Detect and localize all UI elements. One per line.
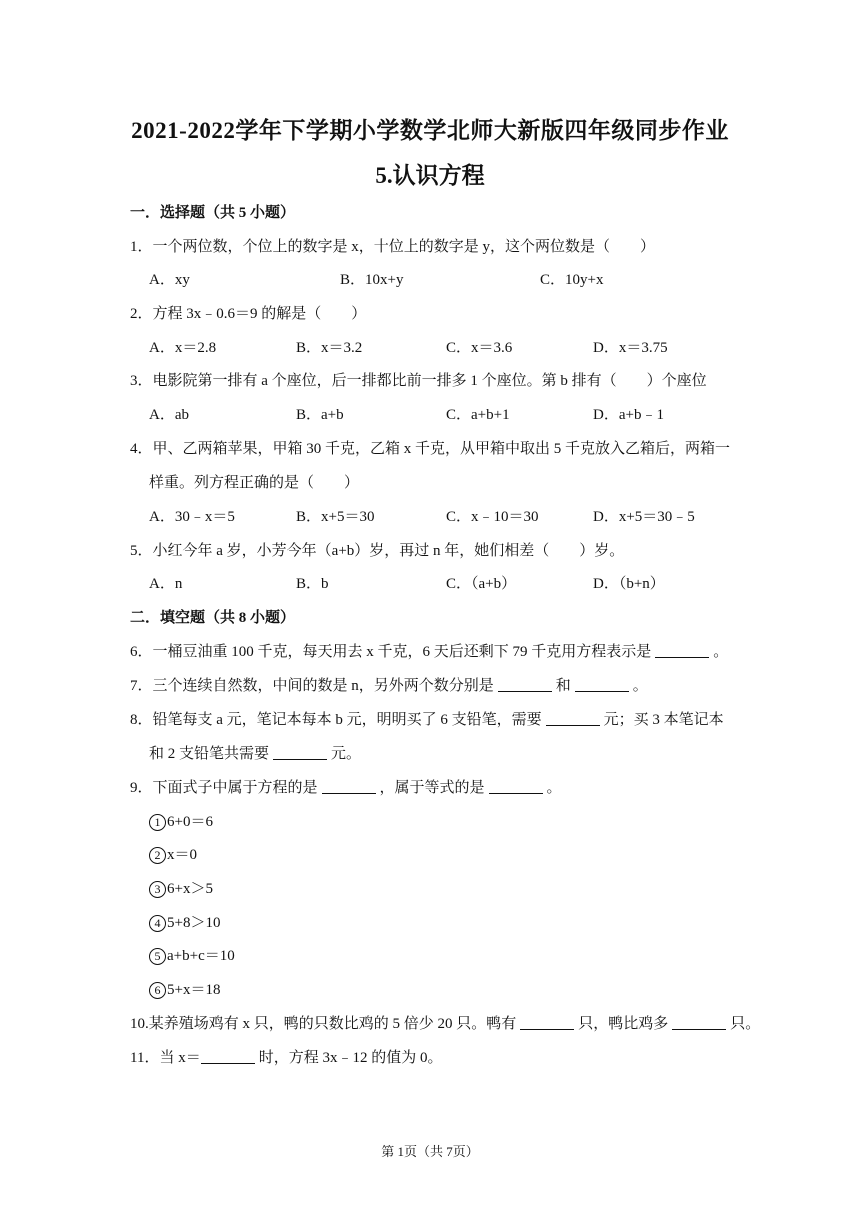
q8-text: 8．铅笔每支 a 元，笔记本每本 b 元，明明买了 6 支铅笔，需要 — [130, 712, 542, 728]
circled-number: 6 — [149, 982, 166, 999]
q6-text: 6．一桶豆油重 100 千克，每天用去 x 千克，6 天后还剩下 79 千克用方程表示是 — [130, 644, 652, 660]
q9-item — [149, 980, 220, 1000]
q4-option-a: A．30﹣x＝5 — [149, 509, 235, 525]
answer-blank[interactable] — [489, 779, 543, 794]
question-7 — [130, 676, 648, 696]
q5-option-b: B．b — [296, 576, 329, 592]
q4-option-d: D．x+5＝30﹣5 — [593, 509, 695, 525]
question-2: 2．方程 3x﹣0.6＝9 的解是（ ） — [130, 306, 367, 322]
q11-text: 11．当 x＝ — [130, 1050, 201, 1066]
question-3: 3．电影院第一排有 a 个座位，后一排都比前一排多 1 个座位。第 b 排有（ ）个座位 — [130, 373, 707, 389]
question-11 — [130, 1048, 442, 1068]
q8-tail: 元。 — [331, 746, 362, 762]
q9-item — [149, 812, 213, 832]
section-heading-choice: 一．选择题（共 5 小题） — [130, 205, 296, 221]
q10-tail: 只。 — [730, 1016, 761, 1032]
q9-item — [149, 946, 235, 966]
answer-blank[interactable] — [273, 745, 327, 760]
q9-item — [149, 845, 197, 865]
q9-item — [149, 913, 220, 933]
q9-expression: a+b+c＝10 — [167, 948, 235, 964]
q7-tail: 。 — [632, 678, 648, 694]
question-9 — [130, 778, 562, 798]
q8-text2: 和 2 支铅笔共需要 — [149, 746, 270, 762]
q6-tail: 。 — [713, 644, 729, 660]
q2-option-c: C．x＝3.6 — [446, 340, 513, 356]
circled-number: 5 — [149, 948, 166, 965]
answer-blank[interactable] — [546, 711, 600, 726]
question-8 — [130, 710, 724, 730]
q9-text: 9．下面式子中属于方程的是 — [130, 780, 318, 796]
q9-tail: 。 — [546, 780, 562, 796]
q8-mid: 元；买 3 本笔记本 — [603, 712, 724, 728]
question-4-continued: 样重。列方程正确的是（ ） — [149, 475, 360, 491]
answer-blank[interactable] — [322, 779, 376, 794]
question-8-continued — [149, 744, 361, 764]
circled-number: 1 — [149, 814, 166, 831]
q4-option-b: B．x+5＝30 — [296, 509, 375, 525]
q9-mid: ，属于等式的是 — [379, 780, 485, 796]
q5-option-c: C．（a+b） — [446, 576, 517, 592]
q2-option-a: A．x＝2.8 — [149, 340, 217, 356]
q10-mid: 只，鸭比鸡多 — [578, 1016, 669, 1032]
q3-option-b: B．a+b — [296, 407, 344, 423]
section-heading-fill: 二．填空题（共 8 小题） — [130, 610, 296, 626]
q9-expression: x＝0 — [167, 847, 198, 863]
question-5: 5．小红今年 a 岁，小芳今年（a+b）岁，再过 n 年，她们相差（ ）岁。 — [130, 543, 625, 559]
q9-expression: 6+x＞5 — [167, 881, 213, 897]
q3-option-d: D．a+b﹣1 — [593, 407, 664, 423]
answer-blank[interactable] — [575, 677, 629, 692]
q1-option-a: A．xy — [149, 272, 190, 288]
question-4: 4．甲、乙两箱苹果，甲箱 30 千克，乙箱 x 千克，从甲箱中取出 5 千克放入乙箱后，两箱一 — [130, 441, 731, 457]
document-subtitle: 5.认识方程 — [375, 163, 485, 188]
page-footer: 第 1页（共 7页） — [381, 1144, 479, 1159]
q9-expression: 5+8＞10 — [167, 915, 221, 931]
question-10 — [130, 1014, 760, 1034]
circled-number: 3 — [149, 881, 166, 898]
q10-text: 10.某养殖场鸡有 x 只，鸭的只数比鸡的 5 倍少 20 只。鸭有 — [130, 1016, 517, 1032]
answer-blank[interactable] — [201, 1049, 255, 1064]
q4-option-c: C．x﹣10＝30 — [446, 509, 539, 525]
q9-item — [149, 879, 213, 899]
q2-option-b: B．x＝3.2 — [296, 340, 363, 356]
q3-option-c: C．a+b+1 — [446, 407, 510, 423]
circled-number: 2 — [149, 847, 166, 864]
question-6 — [130, 642, 728, 662]
question-1: 1．一个两位数，个位上的数字是 x，十位上的数字是 y，这个两位数是（ ） — [130, 239, 656, 255]
answer-blank[interactable] — [498, 677, 552, 692]
circled-number: 4 — [149, 915, 166, 932]
document-title: 2021-2022学年下学期小学数学北师大新版四年级同步作业 — [131, 118, 729, 143]
q9-expression: 5+x＝18 — [167, 982, 221, 998]
q7-and: 和 — [555, 678, 571, 694]
q11-tail: 时，方程 3x﹣12 的值为 0。 — [258, 1050, 443, 1066]
answer-blank[interactable] — [520, 1015, 574, 1030]
q7-text: 7．三个连续自然数，中间的数是 n，另外两个数分别是 — [130, 678, 494, 694]
answer-blank[interactable] — [655, 643, 709, 658]
q5-option-d: D．（b+n） — [593, 576, 665, 592]
q1-option-b: B．10x+y — [340, 272, 404, 288]
q2-option-d: D．x＝3.75 — [593, 340, 668, 356]
q5-option-a: A．n — [149, 576, 183, 592]
q3-option-a: A．ab — [149, 407, 189, 423]
answer-blank[interactable] — [672, 1015, 726, 1030]
q9-expression: 6+0＝6 — [167, 814, 213, 830]
q1-option-c: C．10y+x — [540, 272, 604, 288]
